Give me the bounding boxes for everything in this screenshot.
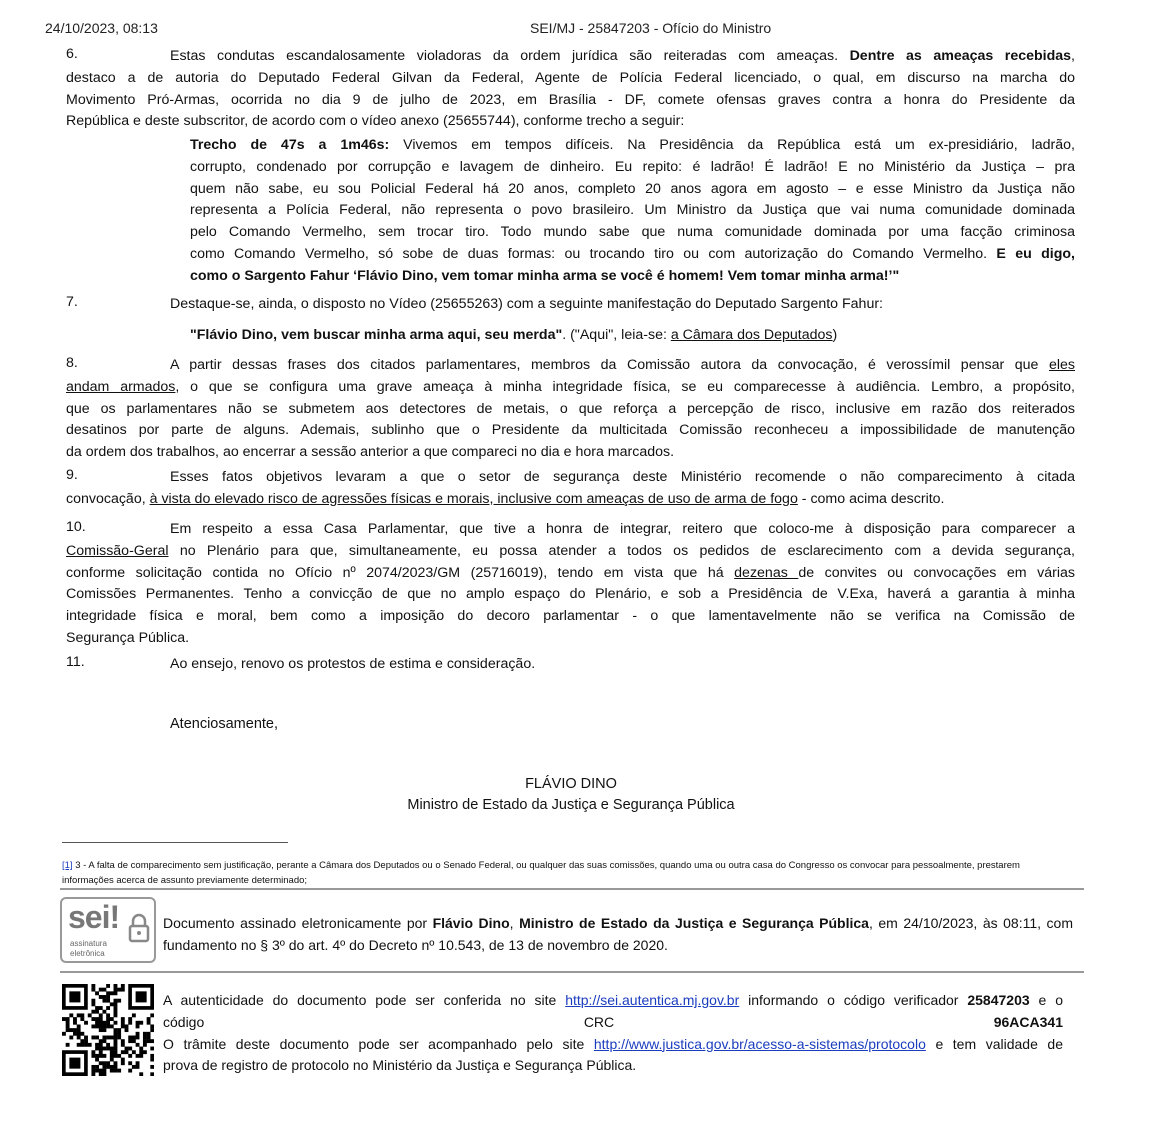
text-segment: . ("Aqui", leia-se: — [562, 327, 671, 343]
divider-1 — [60, 888, 1084, 890]
text-segment: conforme solicitação contida no Ofício nº 2074/2023/GM (25716019), tendo em vista que há — [66, 564, 735, 581]
text-segment: Vivemos em tempos difíceis. Na Presidência da República está um ex-presidiário, ladrão, — [389, 137, 1075, 153]
text-line — [190, 222, 1075, 244]
text-line — [66, 654, 1075, 676]
text-line — [66, 519, 1075, 541]
text-segment: 96ACA341 — [993, 1013, 1063, 1030]
text-segment: a Câmara dos Deputados — [670, 327, 833, 343]
text-segment: quem não sabe, eu sou Policial Federal há 20 anos, completo 20 anos agora em agosto – e esse Ministro da Justiça não — [190, 180, 1075, 197]
text-segment: E eu digo, — [996, 245, 1076, 262]
text-line — [66, 563, 1075, 585]
text-line — [66, 489, 1075, 511]
paragraph-number: 7. — [66, 294, 78, 310]
paragraph-8 — [66, 355, 1075, 464]
footnote-ref-link[interactable]: [1] — [62, 860, 73, 871]
text-segment: prova de registro de protocolo no Ministério da Justiça e Segurança Pública. — [163, 1057, 637, 1074]
text-segment: Estas condutas escandalosamente violadoras da ordem jurídica são reiteradas com ameaças. — [170, 48, 850, 64]
text-segment: de convites ou convocações em várias — [798, 564, 1075, 581]
text-line — [66, 68, 1075, 90]
link[interactable]: http://www.justica.gov.br/acesso-a-sistemas/protocolo — [593, 1035, 926, 1052]
text-segment: dezenas — [734, 564, 799, 581]
text-segment: A partir dessas frases dos citados parlamentares, membros da Comissão autora da convocação, é verossímil pensar que — [170, 357, 1049, 373]
text-line — [66, 399, 1075, 421]
text-segment: Documento assinado eletronicamente por — [163, 915, 433, 931]
text-line — [190, 200, 1075, 222]
text-segment: da ordem dos trabalhos, ao encerrar a sessão anterior a que compareci no dia e hora marcados. — [66, 444, 675, 461]
text-segment: , — [509, 915, 520, 931]
text-segment: Flávio Dino — [432, 915, 510, 931]
paragraph-11 — [66, 654, 1075, 676]
sei-signature-logo — [60, 897, 156, 963]
text-segment: ) — [832, 327, 838, 343]
closing: Atenciosamente, — [170, 716, 279, 732]
text-segment: informando o código verificador — [739, 992, 968, 1008]
text-line — [66, 442, 1075, 464]
text-segment: fundamento no § 3º do art. 4º do Decreto nº 10.543, de 13 de novembro de 2020. — [163, 936, 668, 953]
text-line — [66, 294, 1075, 316]
text-segment: destaco a de autoria do Deputado Federal Gilvan da Federal, Agente de Polícia Federal licenciado, o qual, em discurso na marcha do — [66, 69, 1075, 86]
text-segment: Trecho de 47s a 1m46s: — [190, 137, 390, 153]
text-segment: e tem validade de — [925, 1035, 1063, 1052]
text-segment: "Flávio Dino, vem buscar minha arma aqui, seu merda" — [190, 327, 563, 343]
text-segment: que os parlamentares não se submetem aos detectores de metais, o que reforça a percepção de risco, inclusive em razão dos reiterados — [66, 400, 1075, 417]
text-line — [66, 584, 1075, 606]
divider-2 — [60, 971, 1084, 973]
sei-logo-sub2: eletrônica — [70, 949, 105, 958]
text-segment: , em 24/10/2023, às 08:11, com — [868, 915, 1074, 931]
qr-code — [62, 984, 154, 1076]
text-line — [190, 244, 1075, 266]
text-segment: integridade física e moral, bem como a imposição do decoro parlamentar - o que lamentavelmente não se verifica na Comissão de — [66, 608, 1075, 625]
text-line — [190, 157, 1075, 179]
quote-fahur — [190, 325, 1075, 347]
quote-gilvan — [190, 135, 1075, 288]
signature-role: Ministro de Estado da Justiça e Segurança Pública — [407, 797, 735, 813]
text-line — [163, 935, 1073, 957]
text-segment: corrupto, condenado por corrupção e lavagem de dinheiro. Eu repito: é ladrão! É ladrão! E no Ministério da Justiça – pra — [190, 158, 1075, 175]
text-line — [163, 1055, 1063, 1077]
print-title: SEI/MJ - 25847203 - Ofício do Ministro — [530, 20, 772, 36]
text-segment: A autenticidade do documento pode ser conferida no site — [163, 992, 566, 1008]
text-line — [66, 628, 1075, 650]
text-line — [66, 90, 1075, 112]
text-line — [66, 420, 1075, 442]
text-segment: Ao ensejo, renovo os protestos de estima e consideração. — [170, 656, 536, 672]
text-segment: Segurança Pública. — [66, 629, 190, 646]
text-segment: representa a Polícia Federal, não representa o povo brasileiro. Um Ministro da Justiça que vai numa comunidade dominada — [190, 202, 1075, 219]
paragraph-number: 10. — [66, 519, 86, 535]
text-line — [190, 179, 1075, 201]
text-line — [66, 46, 1075, 68]
text-segment: , — [1071, 48, 1075, 64]
text-line — [66, 606, 1075, 628]
text-line — [66, 467, 1075, 489]
lock-icon — [128, 913, 150, 943]
text-segment: Comissões Permanentes. Tenho a convicção de que no amplo espaço do Plenário, e sob a Presidência de V.Exa, haverá a garantia à minha — [66, 586, 1075, 603]
text-segment: 25847203 — [967, 992, 1030, 1008]
text-segment: Em respeito a essa Casa Parlamentar, que tive a honra de integrar, reitero que coloco-me à disposição para comparecer a — [170, 521, 1075, 537]
text-segment: República e deste subscritor, de acordo com o vídeo anexo (25655744), conforme trecho a seguir: — [66, 113, 685, 130]
text-segment: Movimento Pró-Armas, ocorrida no dia 9 de julho de 2023, em Brasília - DF, comete ofensas graves contra a honra do Presidente da — [66, 91, 1075, 108]
text-line — [190, 266, 1075, 288]
text-segment: à vista do elevado risco de agressões físicas e morais, inclusive com ameaças de uso de arma de fogo — [149, 490, 798, 507]
paragraph-10 — [66, 519, 1075, 650]
print-datetime: 24/10/2023, 08:13 — [45, 20, 158, 36]
text-segment: Dentre as ameaças recebidas — [849, 48, 1072, 64]
text-segment: e o — [1029, 992, 1063, 1008]
paragraph-number: 6. — [66, 46, 78, 62]
text-segment: Esses fatos objetivos levaram a que o setor de segurança deste Ministério recomende o não comparecimento à citada — [170, 469, 1075, 485]
paragraph-number: 8. — [66, 355, 78, 371]
text-line — [66, 377, 1075, 399]
text-segment: como o Sargento Fahur ‘Flávio Dino, vem tomar minha arma se você é homem! Vem tomar minha arma!’" — [190, 267, 900, 284]
text-segment: Ministro de Estado da Justiça e Segurança Pública — [519, 915, 869, 931]
text-line — [163, 990, 1063, 1012]
text-line — [66, 111, 1075, 133]
text-segment: , o que se configura uma grave ameaça à minha integridade física, se eu comparecesse à audiência. Lembro, a propósito, — [175, 378, 1075, 395]
paragraph-number: 11. — [66, 654, 85, 670]
text-line — [163, 913, 1073, 935]
text-line — [190, 325, 1075, 347]
text-line — [190, 135, 1075, 157]
signature-name: FLÁVIO DINO — [525, 776, 617, 792]
footnote-text: 3 - A falta de comparecimento sem justificação, perante a Câmara dos Deputados ou o Senado Federal, ou qualquer das suas comissões, quando uma ou outra casa do Congresso os convocar para pessoalmente, prestarem informações acerca de assunto previamente determinado; — [62, 860, 1020, 886]
link[interactable]: http://sei.autentica.mj.gov.br — [565, 992, 740, 1008]
authenticity-text — [163, 990, 1063, 1077]
electronic-signature-text — [163, 913, 1073, 957]
text-segment: eles — [1048, 357, 1075, 373]
text-segment: O trâmite deste documento pode ser acompanhado pelo site — [163, 1035, 594, 1052]
text-segment: convocação, — [66, 490, 150, 507]
text-line — [66, 355, 1075, 377]
text-segment: código CRC — [163, 1013, 994, 1030]
text-line — [163, 1012, 1063, 1034]
text-segment: desatinos por parte de alguns. Ademais, sublinho que o Presidente da multicitada Comissão reconheceu a impossibilidade de manutenção — [66, 422, 1075, 439]
paragraph-6 — [66, 46, 1075, 133]
text-segment: - como acima descrito. — [797, 490, 945, 507]
text-segment: pelo Comando Vermelho, sem trocar tiro. Todo mundo sabe que numa comunidade dominada por uma facção criminosa — [190, 224, 1075, 241]
footnote — [62, 858, 1022, 888]
text-line — [163, 1034, 1063, 1056]
paragraph-number: 9. — [66, 467, 78, 483]
sei-logo-text: sei! — [68, 899, 120, 935]
footnote-divider — [62, 842, 288, 843]
text-segment: Destaque-se, ainda, o disposto no Vídeo (25655263) com a seguinte manifestação do Deputado Sargento Fahur: — [170, 296, 883, 312]
text-segment: como Comando Vermelho, só sobe de duas formas: ou trocando tiro ou com autorização do Comando Vermelho. — [190, 245, 997, 262]
paragraph-9 — [66, 467, 1075, 511]
text-line — [66, 541, 1075, 563]
text-segment: no Plenário para que, simultaneamente, eu possa atender a todos os pedidos de esclarecimento com a devida segurança, — [168, 542, 1075, 559]
sei-logo-sub1: assinatura — [70, 939, 107, 948]
paragraph-7 — [66, 294, 1075, 316]
text-segment: Comissão-Geral — [66, 542, 169, 559]
text-segment: andam armados — [66, 378, 176, 395]
